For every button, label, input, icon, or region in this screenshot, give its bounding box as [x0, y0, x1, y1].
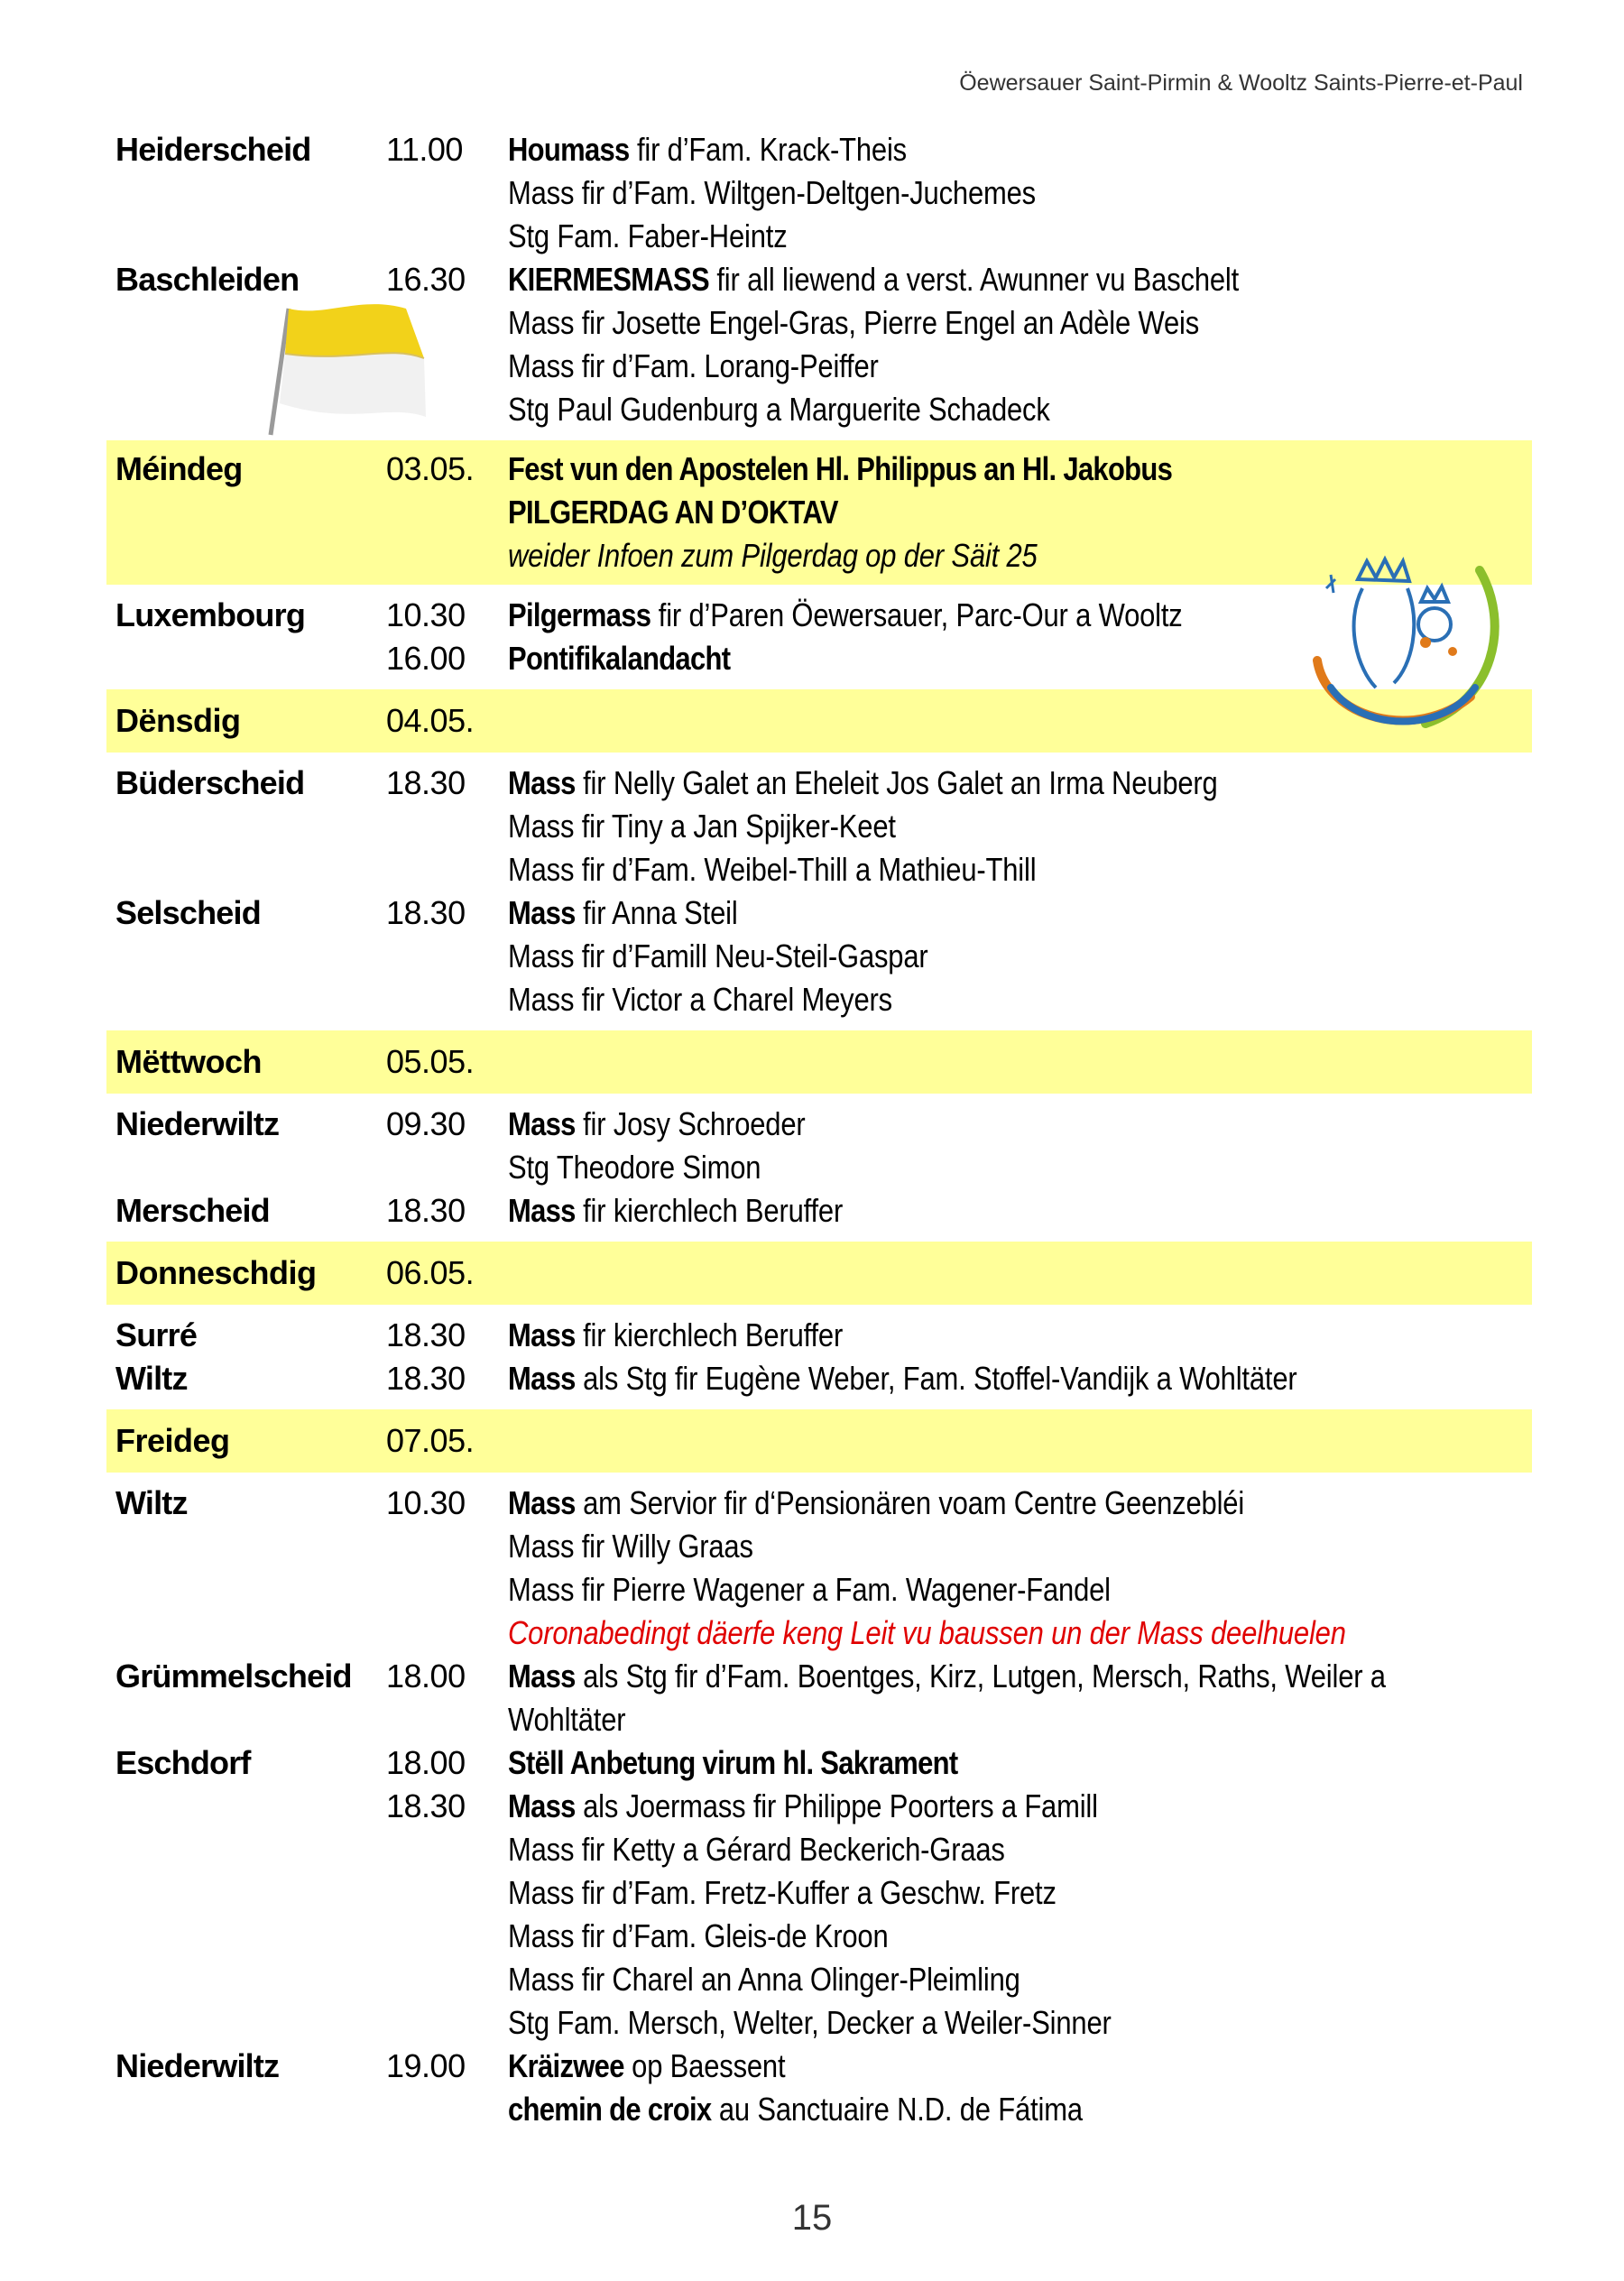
schedule-row: Mass fir Josette Engel-Gras, Pierre Engel an Adèle Weis [508, 304, 1200, 341]
schedule-row: Niederwiltz 19.00 Kräizwee op Baessent [115, 2047, 786, 2084]
group-donneschdig [106, 1314, 1532, 1400]
schedule-row: Stg Paul Gudenburg a Marguerite Schadeck [508, 391, 1050, 428]
schedule-row: Selscheid 18.30 Mass fir Anna Steil [115, 894, 738, 931]
schedule-row: Mass fir d’Famill Neu-Steil-Gaspar [508, 937, 928, 974]
schedule-row: Surré 18.30 Mass fir kierchlech Beruffer [115, 1316, 844, 1353]
day-band-donneschdig: Donneschdig 06.05. [106, 1242, 1532, 1305]
schedule-row: Mass fir d’Fam. Wiltgen-Deltgen-Juchemes [508, 174, 1036, 211]
schedule-row: Eschdorf 18.00 Stëll Anbetung virum hl. Sakrament [115, 1744, 958, 1781]
schedule-row: Mass fir Tiny a Jan Spijker-Keet [508, 808, 896, 845]
schedule-row: Mass fir Charel an Anna Olinger-Pleimling [508, 1961, 1020, 1998]
schedule-row: Grümmelscheid 18.00 Mass als Stg fir d’Fam. Boentges, Kirz, Lutgen, Mersch, Raths, Weiler a [115, 1658, 1386, 1695]
schedule-row: Stg Fam. Mersch, Welter, Decker a Weiler-Sinner [508, 2004, 1112, 2041]
day-band-meindeg: Méindeg 03.05. Fest vun den Apostelen Hl. Philippus an Hl. Jakobus PILGERDAG AN D’OKTAV weider Infoen zum Pilgerdag op der Säit 25 [106, 440, 1532, 585]
schedule-row [106, 1611, 1532, 1655]
schedule-row: Mass fir d’Fam. Fretz-Kuffer a Geschw. Fretz [508, 1874, 1057, 1911]
papal-flag-icon [253, 291, 433, 444]
corona-note: Coronabedingt däerfe keng Leit vu baussen un der Mass deelhuelen [508, 1614, 1346, 1651]
schedule-row: Büderscheid 18.30 Mass fir Nelly Galet an Eheleit Jos Galet an Irma Neuberg [115, 764, 1218, 801]
group-densdig [106, 762, 1532, 1021]
schedule-row: Niederwiltz 09.30 Mass fir Josy Schroeder [115, 1105, 806, 1142]
schedule-row: Mass fir Willy Graas [508, 1528, 753, 1565]
day-band-freideg: Freideg 07.05. [106, 1409, 1532, 1473]
page-number: 15 [791, 2198, 833, 2238]
schedule-row: Stg Theodore Simon [508, 1149, 761, 1186]
schedule-row: Merscheid 18.30 Mass fir kierchlech Beruffer [115, 1192, 844, 1229]
schedule-row: Luxembourg 10.30 Pilgermass fir d’Paren Öewersauer, Parc-Our a Wooltz [115, 596, 1183, 633]
day-band-mettwoch: Mëttwoch 05.05. [106, 1030, 1532, 1094]
schedule-row: Wiltz 10.30 Mass am Servior fir d‘Pensionären voam Centre Geenzebléi [115, 1484, 1245, 1521]
schedule-row: Stg Fam. Faber-Heintz [508, 217, 788, 254]
schedule-row: Mass fir Pierre Wagener a Fam. Wagener-Fandel [508, 1571, 1111, 1608]
schedule-row: chemin de croix au Sanctuaire N.D. de Fátima [508, 2091, 1083, 2128]
schedule-row: Mass fir Ketty a Gérard Beckerich-Graas [508, 1831, 1005, 1868]
schedule-row: 18.30 Mass als Joermass fir Philippe Poorters a Famill [386, 1787, 1098, 1824]
schedule-row: Wiltz 18.30 Mass als Stg fir Eugène Weber, Fam. Stoffel-Vandijk a Wohltäter [115, 1360, 1297, 1397]
group-mettwoch [106, 1103, 1532, 1233]
schedule-row: Mass fir Victor a Charel Meyers [508, 981, 892, 1018]
group-freideg [106, 1482, 1532, 2131]
pilgrimage-emblem-icon [1308, 552, 1507, 742]
page-header: Öewersauer Saint-Pirmin & Wooltz Saints-Pierre-et-Paul [959, 70, 1523, 96]
day-name: Méindeg [115, 450, 243, 487]
schedule-row: Heiderscheid 11.00 Houmass fir d’Fam. Krack-Theis [115, 131, 907, 168]
schedule-row: Mass fir d’Fam. Weibel-Thill a Mathieu-Thill [508, 851, 1037, 888]
schedule-row: Mass fir d’Fam. Gleis-de Kroon [508, 1917, 889, 1954]
schedule-row: Mass fir d’Fam. Lorang-Peiffer [508, 347, 879, 384]
schedule-row: 16.00 Pontifikalandacht [386, 640, 731, 677]
schedule-row: Baschleiden 16.30 KIERMESMASS fir all liewend a verst. Awunner vu Baschelt [115, 261, 1240, 298]
day-band-densdig: Dënsdig 04.05. [106, 689, 1532, 753]
schedule-row: Wohltäter [508, 1701, 626, 1738]
day-date: 03.05. [386, 450, 475, 487]
